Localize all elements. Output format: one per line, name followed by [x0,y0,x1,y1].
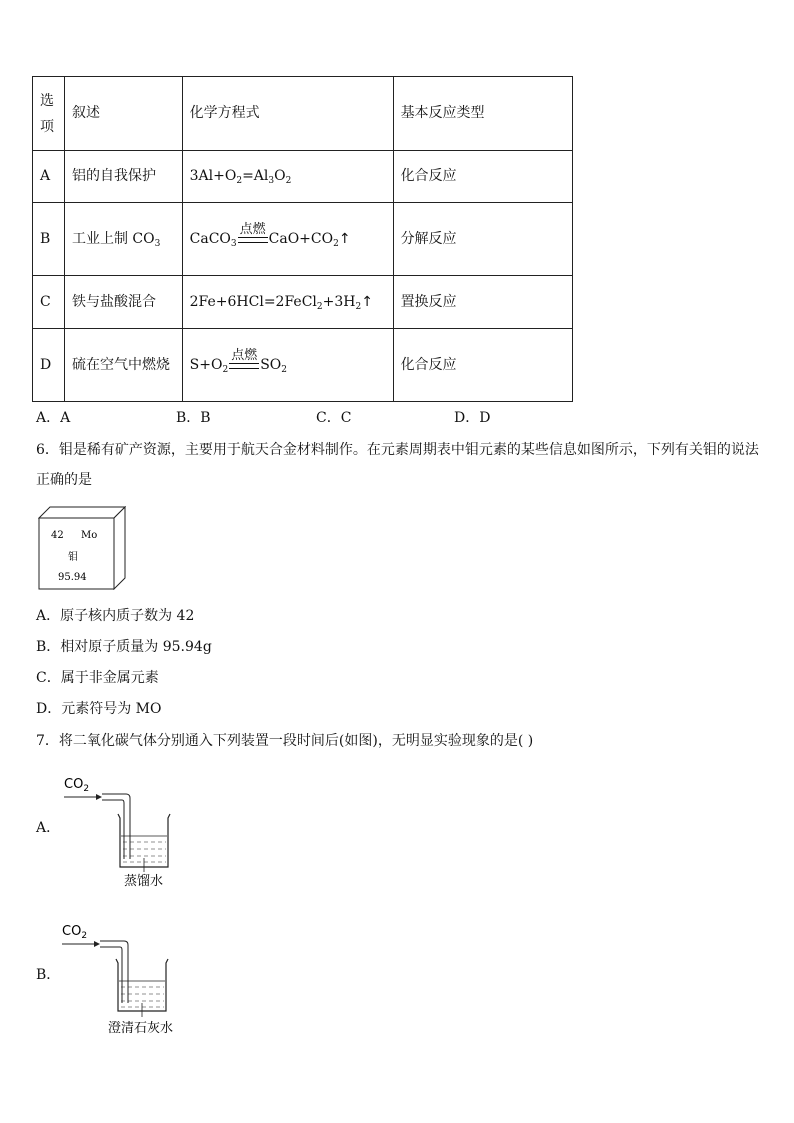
beaker-apparatus-a [58,770,188,895]
answer-option: D．D [454,410,491,426]
row-type: 化合反应 [393,151,572,203]
gas-label: $CO_2$ [62,924,88,941]
gas-arrow-icon: ↑ [361,293,373,310]
row-equation: $2Fe+6HCl=2FeCl_2+3H_2↑$ [182,276,393,329]
element-name: 钼 [68,552,78,563]
row-option: D [33,329,65,402]
row-option: A [33,151,65,203]
q5-answer-options [36,408,490,428]
table-row [33,151,573,203]
row-desc: 硫在空气中燃烧 [64,329,182,402]
gas-arrow-icon: ↑ [338,231,351,247]
q6-stem-line1: 6．钼是稀有矿产资源，主要用于航天合金材料制作。在元素周期表中钼元素的某些信息如图所示，下列有关钼的说法 [36,442,759,458]
reaction-table [32,76,573,402]
answer-option: C．C [316,410,352,426]
q6-option-d: D．元素符号为 MO [36,701,162,717]
answer-option: B．B [176,410,211,426]
table-header-row [33,77,573,151]
element-number: 42 [51,530,64,541]
element-card-molybdenum [38,506,126,590]
table-row [33,329,573,402]
q6-stem-line2: 正确的是 [36,472,92,488]
row-equation: $S+O_2$ 点燃 $SO_2$ [182,329,393,402]
header-option: 选 项 [33,77,65,151]
gas-label: $CO_2$ [64,777,90,794]
liquid-label: 澄清石灰水 [108,1021,174,1036]
header-desc: 叙述 [64,77,182,151]
header-type: 基本反应类型 [393,77,572,151]
table-row [33,276,573,329]
row-equation: CaCO$_3$ 点燃 $CaO+CO_2↑$ [182,203,393,276]
row-option: B [33,203,65,276]
header-equation: 化学方程式 [182,77,393,151]
beaker-apparatus-b [58,917,188,1042]
row-desc: 铝的自我保护 [64,151,182,203]
flow-arrow-icon [94,941,100,947]
row-type: 分解反应 [393,203,572,276]
row-equation: $3Al+O_2=Al_3O_2$ [182,151,393,203]
element-mass: 95.94 [58,572,87,583]
row-desc: 工业上制 $CO_3$ [64,203,182,276]
flow-arrow-icon [96,794,102,800]
liquid-label: 蒸馏水 [124,874,164,889]
q7-stem: 7．将二氧化碳气体分别通入下列装置一段时间后(如图)，无明显实验现象的是( ) [36,733,534,749]
q6-option-c: C．属于非金属元素 [36,670,159,686]
row-desc: 铁与盐酸混合 [64,276,182,329]
table-row [33,203,573,276]
row-option: C [33,276,65,329]
reaction-condition: 点燃 [229,349,259,369]
element-symbol: Mo [81,530,98,541]
row-type: 化合反应 [393,329,572,402]
answer-option: A．A [36,410,71,426]
row-type: 置换反应 [393,276,572,329]
q6-option-a: A．原子核内质子数为 42 [36,608,195,624]
q6-option-b: B．相对原子质量为 95.94g [36,639,212,655]
q7-option-b-letter: B． [36,967,61,983]
reaction-condition: 点燃 [238,223,268,243]
q7-option-a-letter: A． [36,820,61,836]
